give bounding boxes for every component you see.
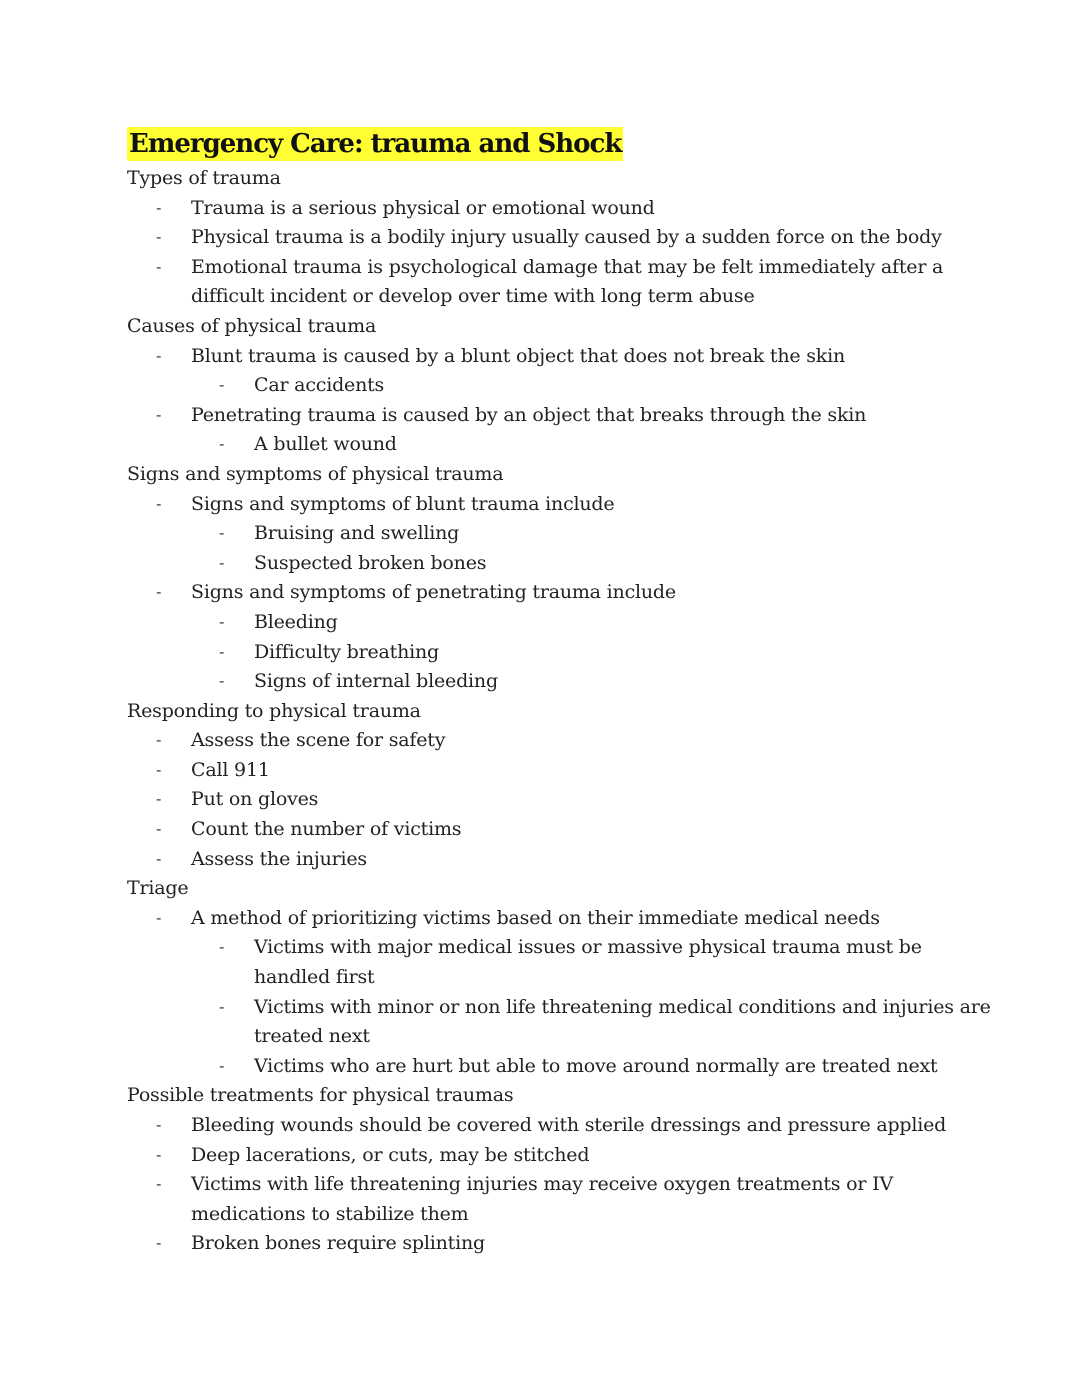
- sub-list-item: - Victims with major medical issues or massive physical trauma must be: [127, 933, 987, 963]
- sub-list-item: - A bullet wound: [127, 430, 987, 460]
- section-heading-triage: Triage: [127, 877, 189, 900]
- sub-list-item: - Victims who are hurt but able to move around normally are treated next: [127, 1052, 987, 1082]
- list-item: - Put on gloves: [127, 785, 987, 815]
- bullet-dash: -: [156, 1116, 162, 1134]
- bullet-dash: -: [156, 494, 162, 513]
- list-item-continuation: difficult incident or develop over time with long term abuse: [191, 285, 755, 308]
- list-item: - Victims with life threatening injuries may receive oxygen treatments or IV: [127, 1170, 987, 1200]
- list-item: - Trauma is a serious physical or emotional wound: [127, 194, 987, 224]
- bullet-dash: -: [156, 228, 162, 247]
- sub-list-item: - Difficulty breathing: [127, 638, 987, 668]
- bullet-dash: -: [219, 672, 225, 691]
- title-container: [127, 127, 623, 163]
- list-item: - Assess the injuries: [127, 845, 987, 875]
- sub-list-item-continuation: handled first: [254, 966, 375, 989]
- list-item: - Blunt trauma is caused by a blunt object that does not break the skin: [127, 342, 987, 372]
- bullet-dash: -: [156, 1175, 162, 1194]
- bullet-dash: -: [219, 435, 225, 454]
- bullet-dash: -: [219, 524, 225, 543]
- bullet-dash: -: [219, 938, 225, 957]
- bullet-dash: -: [156, 1145, 162, 1164]
- list-item: - Count the number of victims: [127, 815, 987, 845]
- bullet-dash: -: [156, 1234, 162, 1253]
- sub-list-item: - Bruising and swelling: [127, 519, 987, 549]
- bullet-dash: -: [156, 908, 162, 927]
- sub-list-item: - Car accidents: [127, 371, 987, 401]
- bullet-dash: -: [219, 1056, 225, 1075]
- list-item: - Broken bones require splinting: [127, 1229, 987, 1259]
- bullet-dash: -: [156, 731, 162, 750]
- section-heading-types: Types of trauma: [127, 167, 281, 189]
- bullet-dash: -: [156, 405, 162, 424]
- section-heading-responding: Responding to physical trauma: [127, 699, 421, 722]
- list-item: - Physical trauma is a bodily injury usually caused by a sudden force on the body: [127, 223, 987, 253]
- list-item: - Call 911: [127, 756, 987, 786]
- sub-list-item: - Signs of internal bleeding: [127, 667, 987, 697]
- section-heading-treatments: Possible treatments for physical traumas: [127, 1084, 514, 1107]
- list-item: - Assess the scene for safety: [127, 726, 987, 756]
- list-item: - Emotional trauma is psychological damage that may be felt immediately after a: [127, 253, 987, 283]
- list-item: - A method of prioritizing victims based on their immediate medical needs: [127, 904, 987, 934]
- bullet-dash: -: [156, 790, 162, 809]
- section-heading-causes: Causes of physical trauma: [127, 314, 377, 337]
- bullet-dash: -: [156, 760, 162, 779]
- sub-list-item: - Victims with minor or non life threatening medical conditions and injuries are: [127, 993, 987, 1023]
- bullet-dash: -: [219, 376, 225, 395]
- bullet-dash: -: [156, 346, 162, 365]
- sub-list-item: - Suspected broken bones: [127, 549, 987, 579]
- bullet-dash: -: [219, 642, 225, 661]
- bullet-dash: -: [156, 849, 162, 868]
- document-body: [127, 164, 991, 1259]
- bullet-dash: -: [219, 553, 225, 572]
- bullet-dash: -: [156, 583, 162, 602]
- list-item-continuation: medications to stabilize them: [191, 1202, 469, 1225]
- bullet-dash: -: [219, 997, 225, 1016]
- list-item: - Signs and symptoms of blunt trauma include: [127, 490, 987, 520]
- bullet-dash: -: [219, 612, 225, 631]
- sub-list-item-continuation: treated next: [254, 1025, 370, 1048]
- list-item: - Bleeding wounds should be covered with sterile dressings and pressure applied: [127, 1111, 987, 1141]
- list-item: - Signs and symptoms of penetrating trauma include: [127, 578, 987, 608]
- sub-list-item: - Bleeding: [127, 608, 987, 638]
- section-heading-signs: Signs and symptoms of physical trauma: [127, 462, 504, 485]
- list-item: - Penetrating trauma is caused by an object that breaks through the skin: [127, 401, 987, 431]
- bullet-dash: -: [156, 820, 162, 839]
- bullet-dash: -: [156, 257, 162, 276]
- document-title: Emergency Care: trauma and Shock: [129, 129, 622, 159]
- list-item: - Deep lacerations, or cuts, may be stitched: [127, 1141, 987, 1171]
- bullet-dash: -: [156, 198, 162, 217]
